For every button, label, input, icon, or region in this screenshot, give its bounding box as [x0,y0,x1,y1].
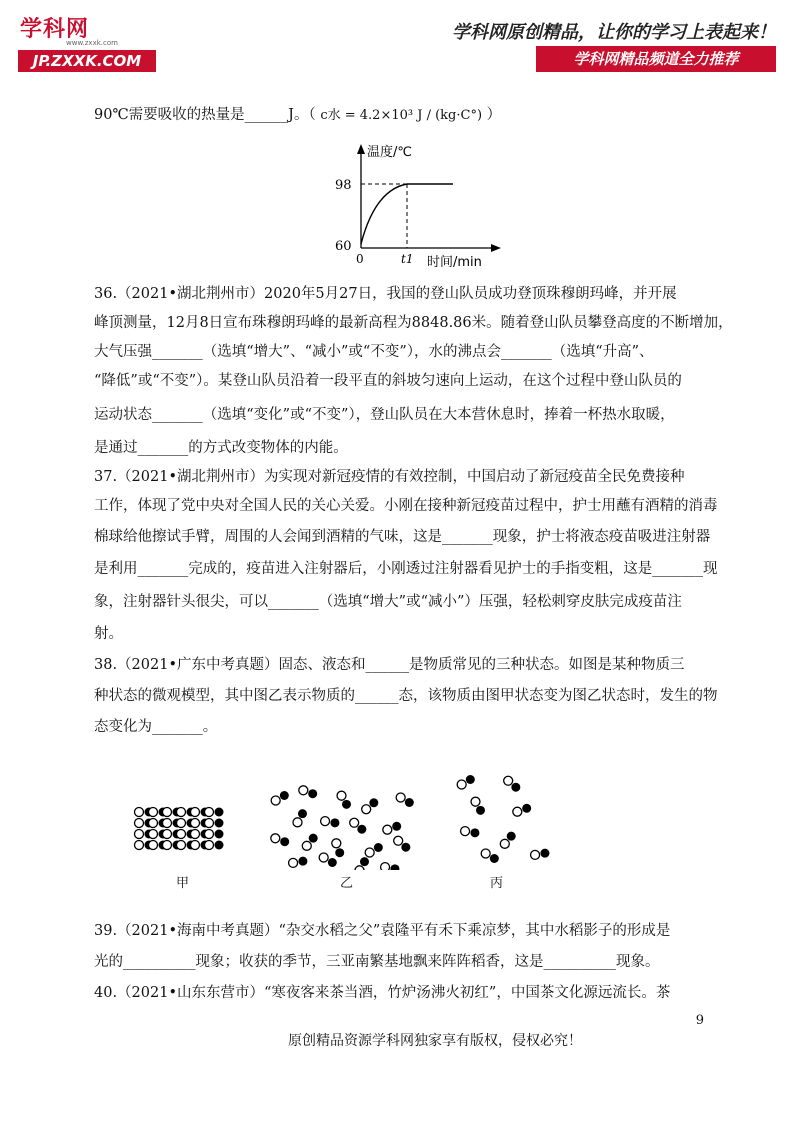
logo-text: 学科网 [20,17,90,42]
label-yi: 乙 [340,876,354,891]
q40-line-1: 40.（2021•山东东营市）“寒夜客来茶当酒，竹炉汤沸火初红”，中国茶文化源远流长。茶 [94,985,671,1001]
gas-model [457,775,549,863]
solid-model [135,808,224,850]
q38-line-2: 种状态的微观模型，其中图乙表示物质的______态，该物质由图甲状态变为图乙状态时，发生的物 [94,688,718,704]
q36-line-2: 峰顶测量，12月8日宣布珠穆朗玛峰的最新高程为8848.86米。随着登山队员攀登高度的不断增加， [94,315,733,331]
page-number: 9 [695,1013,704,1028]
q36-line-6: 是通过_______的方式改变物体的内能。 [94,440,348,456]
q35-formula: c水 = 4.2×10³ J / (kg·C°) [320,108,483,123]
header-slogan: 学科网原创精品，让你的学习上表起来！ [452,22,776,43]
liquid-model [271,786,414,870]
q37-line-1: 37.（2021•湖北荆州市）为实现对新冠疫情的有效控制，中国启动了新冠疫苗全民免费接种 [94,469,685,485]
q36-line-5: 运动状态_______（选填“变化”或“不变”），登山队员在大本营休息时，捧着一杯热水取暖， [94,407,675,423]
q37-line-3: 棉球给他擦试手臂，周围的人会闻到酒精的气味，这是_______现象，护士将液态疫苗吸进注射器 [94,529,711,545]
q35-line [94,104,501,127]
q39-line-2: 光的__________现象；收获的季节，三亚南繁基地飘来阵阵稻香，这是__________现象。 [94,954,660,970]
graph-origin: 0 [356,252,364,266]
footer-copyright: 原创精品资源学科网独家享有版权，侵权必究！ [288,1033,582,1049]
q37-line-6: 射。 [94,626,123,642]
q37-line-4: 是利用_______完成的，疫苗进入注射器后，小刚透过注射器看见护士的手指变粗，这是_______现 [94,561,718,577]
graph-t1: t1 [401,252,414,266]
graph-y-high: 98 [335,178,352,193]
q35-text: 90℃需要吸收的热量是______J。（ [94,107,316,123]
q38-line-1: 38.（2021•广东中考真题）固态、液态和______是物质常见的三种状态。如图是某种物质三 [94,657,685,673]
q39-line-1: 39.（2021•海南中考真题）“杂交水稻之父”袁隆平有禾下乘凉梦，其中水稻影子的形成是 [94,923,671,939]
q36-line-4: “降低”或“不变”）。某登山队员沿着一段平直的斜坡匀速向上运动，在这个过程中登山队员的 [94,373,682,389]
label-bing: 丙 [490,876,504,891]
temperature-graph [325,140,515,275]
particle-models [130,770,570,870]
logo-subtext: www.zxxk.com [66,39,118,47]
label-jia: 甲 [176,876,190,891]
q36-line-3: 大气压强_______（选填“增大”、“减小”或“不变”），水的沸点会_______（选填“升高”、 [94,344,654,360]
graph-ylabel: 温度/℃ [367,145,412,160]
q37-line-5: 象，注射器针头很尖，可以_______（选填“增大”或“减小”）压强，轻松刺穿皮肤完成疫苗注 [94,594,682,610]
q38-line-3: 态变化为_______。 [94,719,218,735]
header-channel: 学科网精品频道全力推荐 [536,46,776,72]
graph-y-low: 60 [335,239,352,254]
logo-url: JP.ZXXK.COM [18,50,156,72]
q36-line-1: 36.（2021•湖北荆州市）2020年5月27日，我国的登山队员成功登顶珠穆朗玛峰，并开展 [94,286,677,302]
q37-line-2: 工作，体现了党中央对全国人民的关心关爱。小刚在接种新冠疫苗过程中，护士用蘸有酒精的消毒 [94,498,718,514]
q35-close: ） [486,107,502,123]
graph-xlabel: 时间/min [427,255,482,270]
